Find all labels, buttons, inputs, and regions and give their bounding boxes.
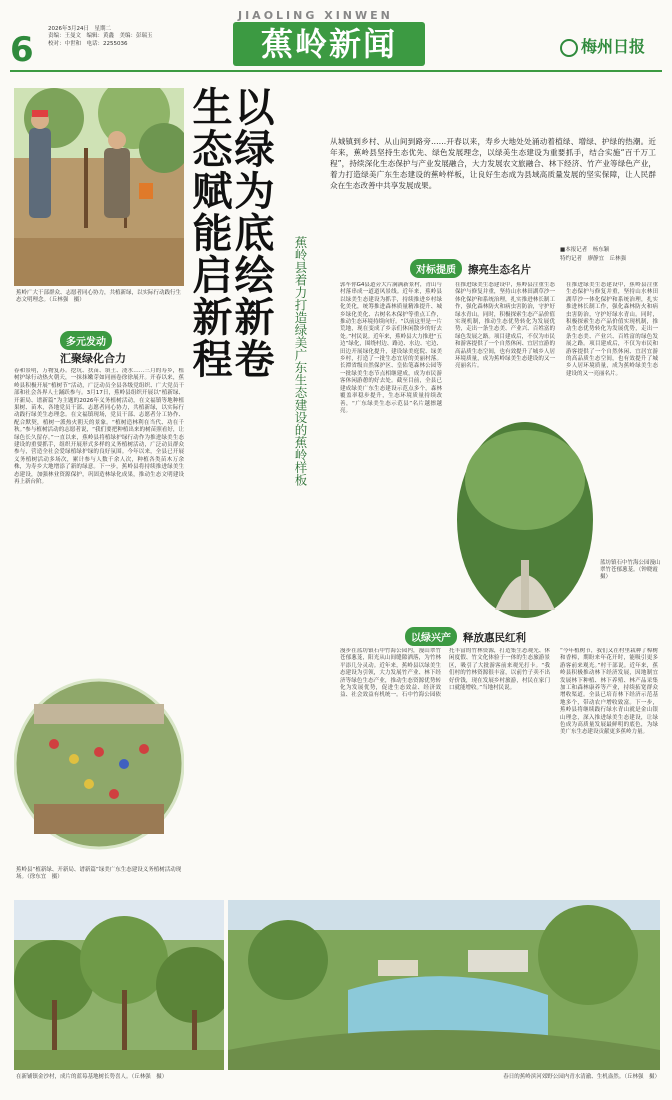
section2-body-far-right: 在推进绿美生态建设中，蕉岭县注重生态保护与修复并重，坚持山水林田湖草沙一体化保护和系统治理，扎实推进林长制工作，强化森林防火和病虫害防治，守护好绿水青山。同时，积极探索生态产品价值实现机制，推动生态优势转化为发展优势，走出一条生态美、产业兴、百姓富的绿色发展之路。项目建成后，不仅为市民和游客提供了一个自然休闲、宜居宜游的高品质生态空间，也有效提升了城乡人居环境质量，成为蕉岭绿美生态建设的又一亮丽名片。	[566, 282, 658, 377]
byline-2: 特约记者 廖静宜 丘林强	[560, 256, 627, 262]
section3-body-right: “今年植树节，我们又在村里栽种了樟树和香樟，期盼来年花开时，能吸引更多游客前来观光。”村干部说。近年来，蕉岭县积极推动林下经济发展，因地制宜发展林下种植、林下养殖、林产品采集加工和森林康养等产业，持续拓宽群众增收渠道。全县已培育林下经济示范基地多个，带动农户增收致富。下一步，蕉岭县将继续践行绿水青山就是金山银山理念，深入推进绿美生态建设，让绿色成为高质量发展最鲜明的底色，为绿美广东生态建设贡献更多蕉岭力量。	[560, 648, 658, 736]
section1-heading	[60, 330, 190, 348]
photo-tree-planting	[14, 88, 184, 286]
masthead-title: 蕉岭新闻	[260, 25, 397, 63]
section1-pill: 多元发动	[60, 331, 112, 350]
section3-body: 漫步在蓝坊镇石中竹海公园内，漫山翠竹苍郁葱茏，阳光从山间缝隙洒落，为竹林平添几分灵动。近年来，蕉岭县以绿美生态建设为引领，大力发展竹产业、林下经济等绿色生态产业，推动生态资源优势转化为发展优势，促进生态效益、经济效益、社会效益有机统一。石中竹海公园依托丰富的竹林资源，打造集生态观光、休闲度假、竹文化体验于一体的生态旅游景区，吸引了大批游客前来观光打卡。“我们村的竹林资源很丰富，以前竹子卖不出好价钱，现在发展乡村旅游，村民在家门口就能增收。”当地村民说。	[340, 648, 550, 699]
caption-photo4: 在新铺镇金沙村，成片的蓝莓基地树长势喜人。（丘林强 摄）	[16, 1074, 168, 1080]
section2-body-right: 在推进绿美生态建设中，蕉岭县注重生态保护与修复并重，坚持山水林田湖草沙一体化保护和系统治理，扎实推进林长制工作，强化森林防火和病虫害防治，守护好绿水青山。同时，积极探索生态产品价值实现机制，推动生态优势转化为发展优势，走出一条生态美、产业兴、百姓富的绿色发展之路。项目建成后，不仅为市民和游客提供了一个自然休闲、宜居宜游的高品质生态空间，也有效提升了城乡人居环境质量，成为蕉岭绿美生态建设的又一亮丽名片。	[455, 282, 555, 370]
photo-bamboo-park	[455, 420, 595, 620]
page-number: 6	[10, 30, 34, 70]
caption-photo2: 蕉岭县“植新绿、开新局、谱新篇”绿美广东生态建设义务植树活动现场。（徐东宜 摄）	[16, 867, 182, 880]
lead-paragraph: 从城镇到乡村、从山间到路旁……开春以来，寿乡大地处处涌动着植绿、增绿、护绿的热潮。近年来，蕉岭县坚持生态优先、绿色发展理念，以绿美生态建设为重要抓手，结合实施“百千万工程”，持续深化生态保护与产业发展融合，大力发展农文旅融合、林下经济、竹产业等绿色产业，着力打造绿美广东生态建设的蕉岭样板，让良好生态成为县域高质量发展的坚实保障，让人民群众在生态改善中共享发展成果。	[330, 137, 656, 190]
section2-heading	[410, 258, 610, 276]
headline-main-2: 生态赋能启新程	[186, 86, 233, 380]
photo-blueberry-base	[14, 900, 224, 1070]
issue-meta	[48, 26, 218, 48]
paper-name: 梅州日报	[581, 37, 646, 56]
date-line: 2026年3月24日 星期二	[48, 26, 111, 32]
section2-title: 擦亮生态名片	[468, 264, 531, 276]
caption-photo5: 春日的蕉岭滨河郊野公园内青水清澈、生机盎然。（丘林强 摄）	[503, 1074, 660, 1080]
masthead	[0, 0, 672, 78]
section2-pill: 对标提质	[410, 259, 462, 278]
photo-wetland-park	[228, 900, 660, 1070]
section3-pill: 以绿兴产	[405, 627, 457, 646]
masthead-rule	[10, 70, 662, 72]
section2-body: 郭车你G4县道旁大片满满新景村，青山与村落串成一道道风景线。近年来，蕉岭县以绿美生态建设为抓手，持续推进乡村绿化美化，统筹推进森林质量精准提升、城乡绿化美化、古树名木保护等重点工作，推动生态环境持续向好。“以前这里是一片荒地，现在变成了乡亲们休闲散步的好去处。”村民说。近年来，蕉岭县大力推进“五边”绿化，围绕村边、路边、水边、宅边、田边开展绿化提升，建设绿美庭院、绿美乡村，打造了一批生态宜居的美丽村落。长潭省级自然保护区、皇佑笔森林公园等一批绿美生态节点相继建成，成为市民游客休闲游憩的好去处。截至目前，全县已建成绿美广东生态建设示范点多个，森林覆盖率稳步提升，生态环境质量持续改善，“广东绿美生态示范县”名片越擦越亮。	[340, 282, 442, 414]
section1-body: 春和景明，万物复苏。挖坑、扶苗、填土、浇水……三月的寿乡，植树护绿行动热火朝天，一抹抹嫩芽如同画卷徐徐展开。开春以来，蕉岭县积极开展“植树节”活动，广泛动员全县各级党组织、广大党员干部和社会各界人士踊跃参与。3月17日，蕉岭县组织开展以“植新绿、开新局、谱新篇”为主题的2026年义务植树活动，在文福镇等地种植果树、苗木，各地党员干部、志愿者同心协力，共植新绿，以实际行动践行绿美生态理念。在文福镇现场，党员干部、志愿者分工协作、配合默契，植树一派热火朝天的景象。“植树造林利在当代、功在千秋。”参与植树活动的志愿者说，“我们要把种植出来的树苗照看好，让绿色长久留存。”一直以来，蕉岭县将植绿护绿行动作为推进绿美生态建设的重要抓手，组织开展形式多样的义务植树活动，广泛动员群众参与，营造全社会爱绿植绿护绿的良好氛围。今年以来，全县已开展义务植树活动多场次，累计参与人数千余人次，种植各类苗木万余株，为寿乡大地增添了新的绿意。下一步，蕉岭县将持续推进绿美生态建设，加强林业资源保护，巩固造林绿化成果，推动生态文明建设再上新台阶。	[14, 368, 184, 486]
byline-1: ■本报记者 杨东颖	[560, 247, 610, 253]
section3-heading	[405, 626, 625, 644]
headline-main-1: 以绿为底绘新卷	[228, 86, 275, 380]
plum-icon	[560, 39, 578, 57]
editor-line: 责编：王曼文 编辑：黄鑫 美编：彭瑞玉	[48, 33, 153, 40]
caption-photo1: 蕉岭广大干部群众、志愿者同心协力，共植新绿，以实际行动践行生态文明理念。（丘林强 摄）	[16, 290, 182, 303]
masthead-pinyin: JIAOLING XINWEN	[238, 9, 393, 22]
photo-planting-event	[14, 664, 184, 864]
section1-title: 汇聚绿化合力	[60, 352, 126, 365]
caption-photo3: 蓝坊镇石中竹海公园漫山翠竹苍郁葱茏。（钟晓霞 摄）	[600, 560, 664, 580]
section3-title: 释放惠民红利	[463, 632, 526, 644]
proof-line: 校对：中世和 电话：2255036	[48, 40, 128, 47]
paper-logo	[560, 34, 645, 57]
headline-subtitle: 蕉岭县着力打造绿美广东生态建设的蕉岭样板	[293, 236, 308, 486]
